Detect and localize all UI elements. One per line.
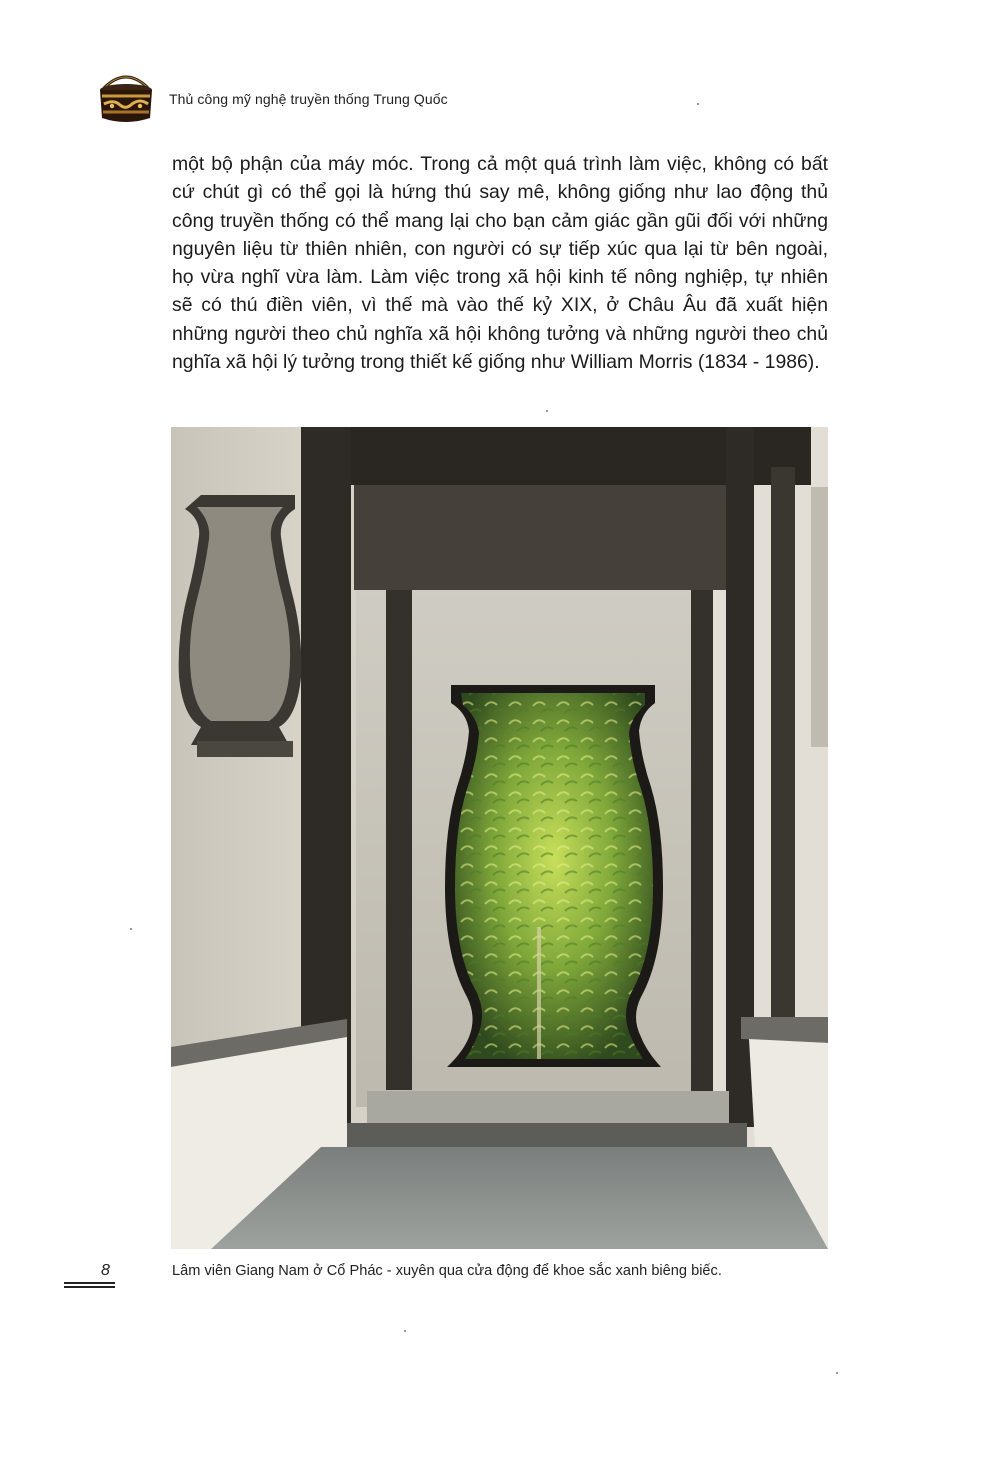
scan-speck (130, 928, 132, 930)
page-header (96, 66, 916, 130)
vase-shaped-garden-doorway-photo (171, 427, 828, 1249)
scan-speck (404, 1330, 406, 1332)
scan-speck (546, 410, 548, 412)
footer-rule-top (64, 1282, 115, 1284)
scan-speck (697, 103, 699, 105)
footer-rule-bottom (64, 1286, 115, 1288)
scan-speck (836, 1372, 838, 1374)
page-number: 8 (101, 1262, 110, 1279)
woven-basket-icon (96, 68, 156, 124)
garden-doorway-photo (171, 427, 828, 1249)
figure-caption: Lâm viên Giang Nam ở Cổ Phác - xuyên qua cửa động để khoe sắc xanh biêng biếc. (172, 1263, 722, 1279)
running-head: Thủ công mỹ nghệ truyền thống Trung Quốc (169, 91, 448, 107)
body-paragraph: một bộ phận của máy móc. Trong cả một quá trình làm việc, không có bất cứ chút gì có thể gọi là hứng thú say mê, không giống như lao động thủ công truyền thống có thể mang lại cho bạn cảm giác gần gũi đối với những nguyên liệu từ thiên nhiên, con người có sự tiếp xúc qua lại từ bên ngoài, họ vừa nghĩ vừa làm. Làm việc trong xã hội kinh tế nông nghiệp, tự nhiên sẽ có thú điền viên, vì thế mà vào thế kỷ XIX, ở Châu Âu đã xuất hiện những người theo chủ nghĩa xã hội không tưởng và những người theo chủ nghĩa xã hội lý tưởng trong thiết kế giống như William Morris (1834 - 1986). (172, 153, 828, 374)
